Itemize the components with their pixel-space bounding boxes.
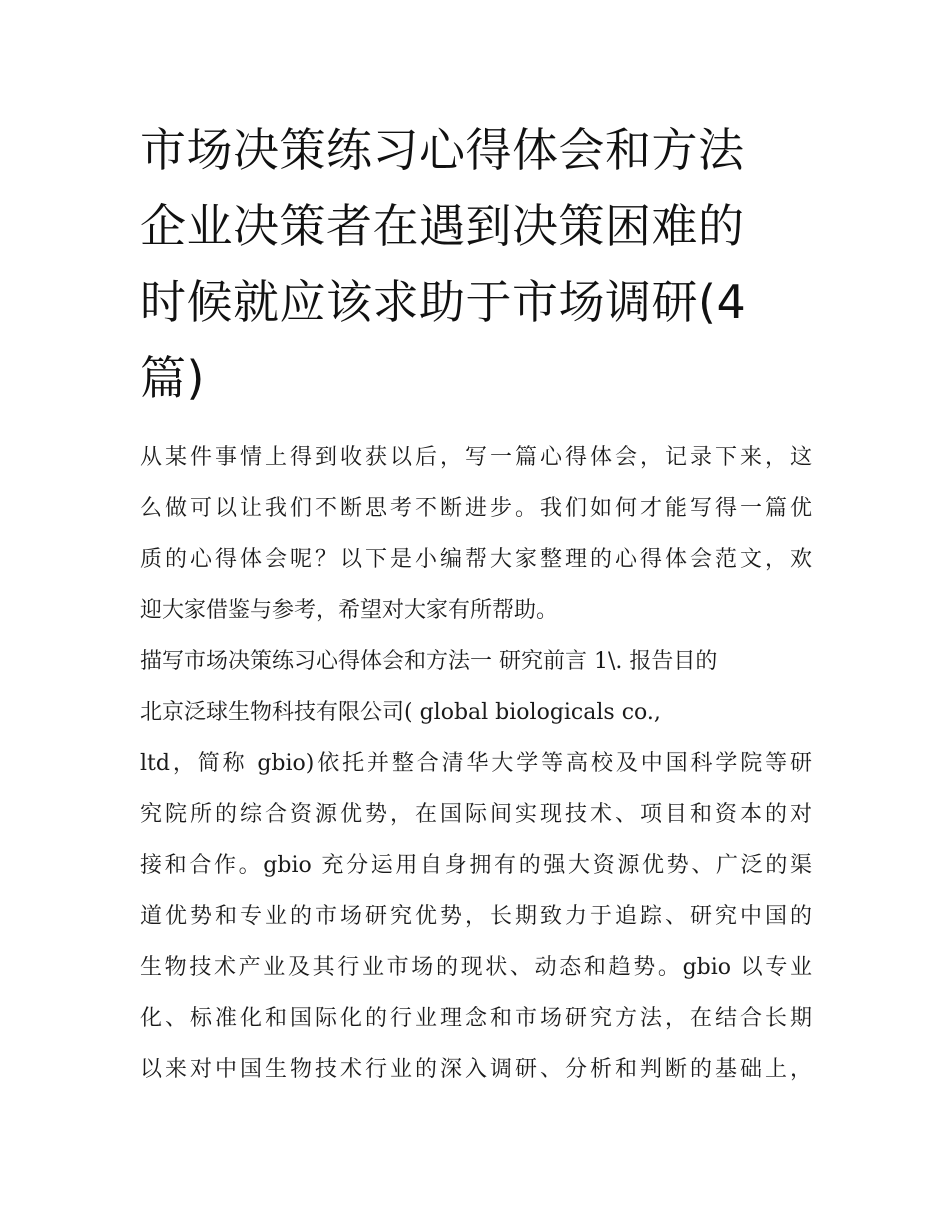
text-line: 从某件事情上得到收获以后，写一篇心得体会，记录下来，这 — [140, 445, 812, 470]
text-line: 描写市场决策练习心得体会和方法一 研究前言 1\. 报告目的 — [140, 649, 718, 674]
intro-paragraph — [140, 432, 812, 636]
document-title — [140, 112, 812, 416]
text-line: 究院所的综合资源优势，在国际间实现技术、项目和资本的对 — [140, 802, 812, 827]
text-line: 接和合作。gbio 充分运用自身拥有的强大资源优势、广泛的渠 — [140, 853, 812, 878]
text-line: 道优势和专业的市场研究优势，长期致力于追踪、研究中国的 — [140, 904, 812, 929]
title-line: 时候就应该求助于市场调研(4 — [140, 275, 747, 329]
text-line: 北京泛球生物科技有限公司( global biologicals co., — [140, 700, 661, 725]
text-line: 质的心得体会呢？以下是小编帮大家整理的心得体会范文，欢 — [140, 547, 812, 572]
text-line: 以来对中国生物技术行业的深入调研、分析和判断的基础上， — [140, 1057, 812, 1082]
text-line: 么做可以让我们不断思考不断进步。我们如何才能写得一篇优 — [140, 496, 812, 521]
title-line: 篇) — [140, 351, 205, 405]
text-line: ltd，简称 gbio)依托并整合清华大学等高校及中国科学院等研 — [140, 751, 812, 776]
document-page — [140, 112, 812, 1095]
section-paragraph — [140, 636, 812, 1095]
title-line: 市场决策练习心得体会和方法 — [140, 123, 745, 177]
text-line: 生物技术产业及其行业市场的现状、动态和趋势。gbio 以专业 — [140, 955, 812, 980]
title-line: 企业决策者在遇到决策困难的 — [140, 199, 745, 253]
document-body — [140, 432, 812, 1095]
text-line: 化、标准化和国际化的行业理念和市场研究方法，在结合长期 — [140, 1006, 812, 1031]
text-line: 迎大家借鉴与参考，希望对大家有所帮助。 — [140, 598, 559, 623]
